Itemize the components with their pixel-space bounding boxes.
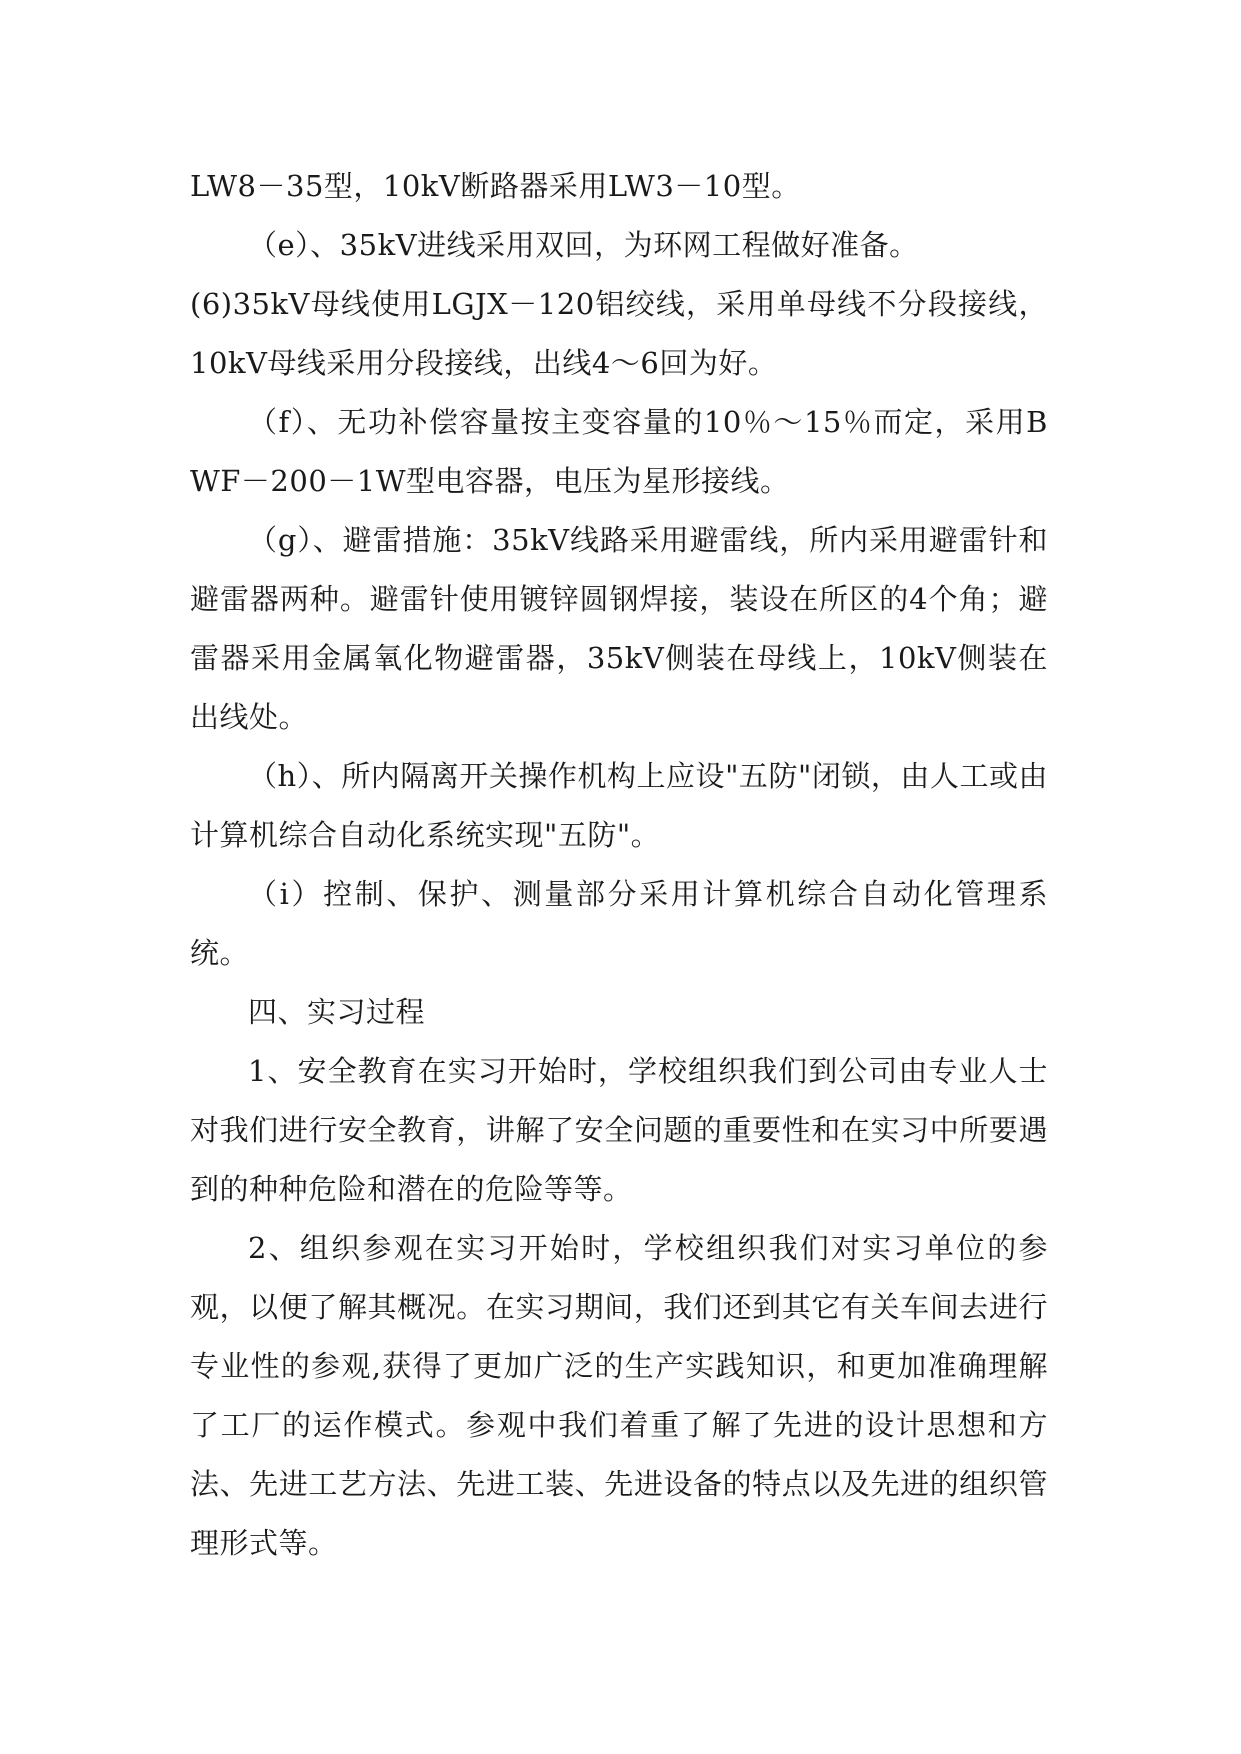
paragraph-1: LW8－35型，10kV断路器采用LW3－10型。 bbox=[190, 169, 801, 203]
paragraph-5: （g）、避雷措施：35kV线路采用避雷线，所内采用避雷针和避雷器两种。避雷针使用镀锌圆钢焊接，装设在所区的4个角；避雷器采用金属氧化物避雷器，35kV侧装在母线上，10kV侧装在出线处。 bbox=[190, 523, 1048, 734]
section-heading: 四、实习过程 bbox=[248, 995, 426, 1029]
paragraph-3: (6)35kV母线使用LGJX－120铝绞线，采用单母线不分段接线，10kV母线采用分段接线，出线4～6回为好。 bbox=[190, 287, 1048, 380]
paragraph-6: （h）、所内隔离开关操作机构上应设"五防"闭锁，由人工或由计算机综合自动化系统实现"五防"。 bbox=[190, 759, 1048, 852]
paragraph-9: 1、安全教育在实习开始时，学校组织我们到公司由专业人士对我们进行安全教育，讲解了安全问题的重要性和在实习中所要遇到的种种危险和潜在的危险等等。 bbox=[190, 1054, 1048, 1206]
paragraph-7: （i）控制、保护、测量部分采用计算机综合自动化管理系统。 bbox=[190, 877, 1048, 970]
paragraph-4: （f）、无功补偿容量按主变容量的10％～15％而定，采用BWF－200－1W型电容器，电压为星形接线。 bbox=[190, 405, 1048, 498]
paragraph-10: 2、组织参观在实习开始时，学校组织我们对实习单位的参观，以便了解其概况。在实习期间，我们还到其它有关车间去进行专业性的参观,获得了更加广泛的生产实践知识，和更加准确理解了工厂的运作模式。参观中我们着重了解了先进的设计思想和方法、先进工艺方法、先进工装、先进设备的特点以及先进的组织管理形式等。 bbox=[190, 1231, 1048, 1560]
paragraph-2: （e）、35kV进线采用双回，为环网工程做好准备。 bbox=[248, 228, 919, 262]
document-body bbox=[190, 157, 1048, 1573]
